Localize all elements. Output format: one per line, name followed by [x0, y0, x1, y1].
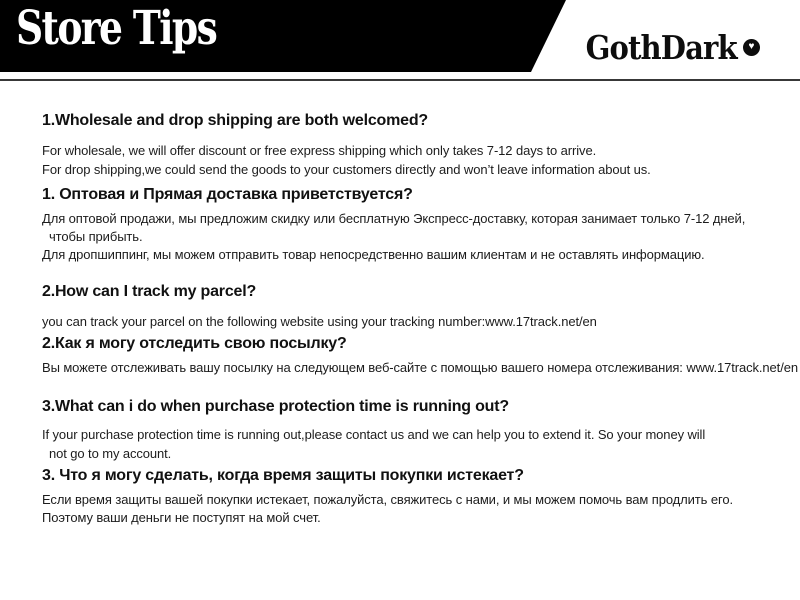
body-line: For wholesale, we will offer discount or free express shipping which only takes 7-12 days to arrive.: [42, 143, 597, 158]
section-body: [42, 425, 770, 463]
section-heading: 1. Оптовая и Прямая доставка приветствуется?: [42, 186, 413, 203]
section-tracking-en: [42, 282, 770, 331]
body-line: Поэтому ваши деньги не поступят на мой счет.: [42, 510, 321, 525]
section-tracking-ru: [42, 334, 798, 377]
section-heading: 3. Что я могу сделать, когда время защиты покупки истекает?: [42, 467, 524, 484]
section-body: [42, 359, 798, 377]
body-line: you can track your parcel on the following website using your tracking number:www.17track.net/en: [42, 314, 597, 329]
section-heading: 2.Как я могу отследить свою посылку?: [42, 335, 347, 352]
section-protection-en: [42, 397, 770, 463]
body-line: not go to my account.: [49, 446, 172, 461]
section-heading: 3.What can i do when purchase protection time is running out?: [42, 398, 509, 415]
body-line: Для оптовой продажи, мы предложим скидку или бесплатную Экспресс-доставку, которая занимает только 7-12 дней,: [42, 211, 746, 226]
section-wholesale-en: [42, 111, 770, 179]
section-wholesale-ru: [42, 185, 770, 264]
section-body: [42, 312, 770, 331]
body-line: Вы можете отслеживать вашу посылку на следующем веб-сайте с помощью вашего номера отслеживания: www.17track.net/en: [42, 360, 798, 375]
body-line: Для дропшиппинг, мы можем отправить товар непосредственно вашим клиентам и не оставлять информацию.: [42, 247, 705, 262]
section-protection-ru: [42, 466, 770, 527]
body-line: чтобы прибыть.: [49, 229, 143, 244]
section-heading: 2.How can I track my parcel?: [42, 283, 257, 300]
section-body: [42, 141, 770, 179]
brand-logo: [565, 28, 760, 67]
store-tips-content: [0, 81, 800, 527]
heart-icon: ♥: [743, 39, 760, 56]
body-line: If your purchase protection time is running out,please contact us and we can help you to extend it. So your money will: [42, 427, 706, 442]
body-line: Если время защиты вашей покупки истекает, пожалуйста, свяжитесь с нами, и мы можем помочь вам продлить его.: [42, 492, 733, 507]
section-heading: 1.Wholesale and drop shipping are both welcomed?: [42, 112, 429, 129]
body-line: For drop shipping,we could send the goods to your customers directly and won’t leave information about us.: [42, 162, 651, 177]
section-body: [42, 210, 770, 264]
section-body: [42, 491, 770, 527]
brand-name: GothDark: [585, 28, 737, 67]
store-tips-title: Store Tips: [16, 1, 217, 56]
